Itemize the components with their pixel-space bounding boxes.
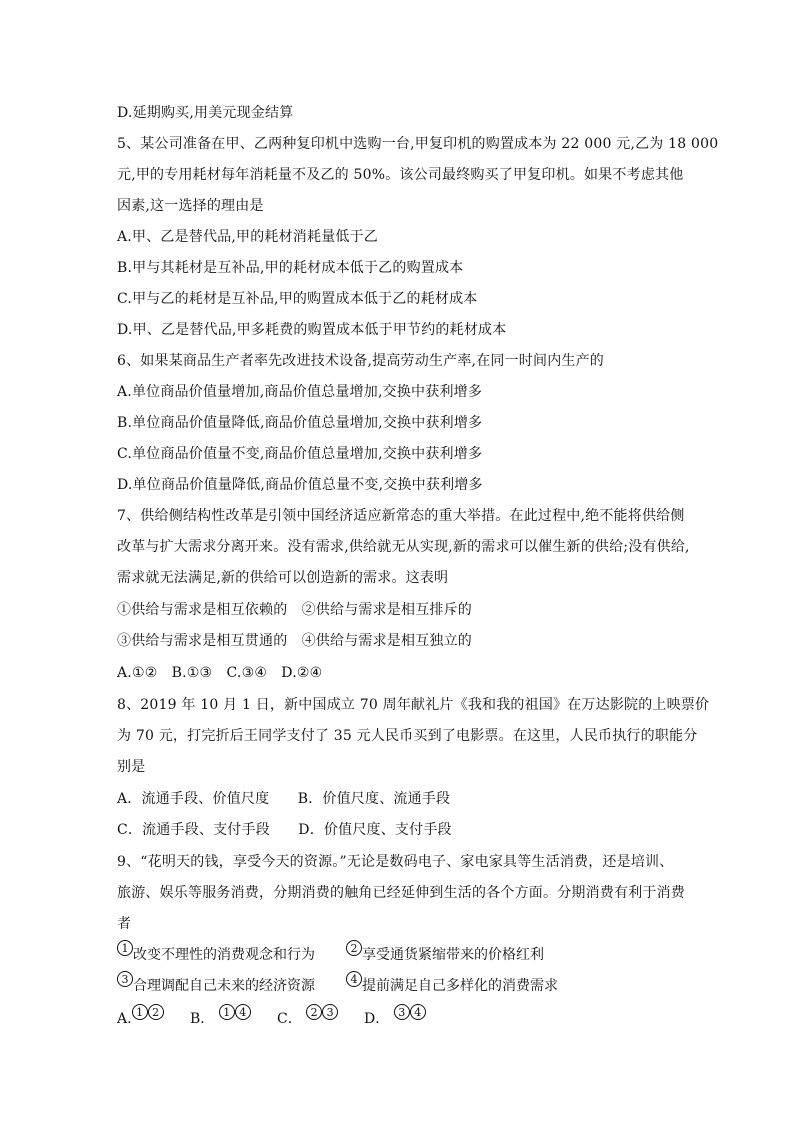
text-line: 旅游、娱乐等服务消费，分期消费的触角已经延伸到生活的各个方面。分期消费有利于消费 [117, 885, 685, 901]
q9-item-1 [117, 942, 315, 964]
circled-number: 2 [306, 1004, 322, 1020]
answer-letter: B． [190, 1011, 215, 1027]
q9-item-3 [117, 973, 315, 995]
text-line: A．流通手段、价值尺度 B．价值尺度、流通手段 [117, 791, 451, 807]
q9-answer-a [117, 1006, 164, 1028]
q9-item-4 [346, 973, 558, 995]
q9-item-text: 享受通货紧缩带来的价格红利 [362, 947, 544, 963]
q9-answer-c [277, 1006, 338, 1028]
text-line: 为 70 元，打完折后王同学支付了 35 元人民币买到了电影票。在这里，人民币执行的职能分 [117, 728, 698, 744]
text-line: 别是 [117, 759, 146, 775]
text-line: 7、供给侧结构性改革是引领中国经济适应新常态的重大举措。在此过程中,绝不能将供给侧 [117, 508, 685, 524]
text-line: ①供给与需求是相互依赖的 ②供给与需求是相互排斥的 [117, 602, 472, 618]
text-line: 需求就无法满足,新的供给可以创造新的需求。这表明 [117, 570, 449, 586]
circled-number: 3 [394, 1004, 410, 1020]
q9-answer-b [190, 1006, 251, 1028]
text-line: A.①② B.①③ C.③④ D.②④ [117, 665, 323, 681]
text-line: D.甲、乙是替代品,甲多耗费的购置成本低于甲节约的耗材成本 [117, 322, 507, 338]
text-line: A.单位商品价值量增加,商品价值总量增加,交换中获利增多 [117, 384, 483, 400]
text-line: D.延期购买,用美元现金结算 [117, 105, 294, 121]
text-line: 8、2019 年 10 月 1 日，新中国成立 70 周年献礼片《我和我的祖国》在万达影院的上映票价 [117, 697, 710, 713]
text-line: 改革与扩大需求分离开来。没有需求,供给就无从实现,新的需求可以催生新的供给;没有供给, [117, 539, 690, 555]
text-line: 因素,这一选择的理由是 [117, 198, 264, 214]
circled-number: 4 [346, 971, 362, 987]
q9-item-2 [346, 942, 544, 964]
answer-letter: A. [117, 1011, 132, 1027]
text-line: C.甲与乙的耗材是互补品,甲的购置成本低于乙的耗材成本 [117, 291, 478, 307]
q9-item-text: 提前满足自己多样化的消费需求 [362, 978, 558, 994]
text-line: C．流通手段、支付手段 D．价值尺度、支付手段 [117, 822, 452, 838]
text-line: ③供给与需求是相互贯通的 ④供给与需求是相互独立的 [117, 633, 472, 649]
text-line: B.单位商品价值量降低,商品价值总量增加,交换中获利增多 [117, 415, 483, 431]
text-line: 9、“花明天的钱，享受今天的资源。”无论是数码电子、家电家具等生活消费，还是培训、 [117, 854, 674, 870]
answer-letter: C． [277, 1011, 302, 1027]
circled-number: 2 [346, 940, 362, 956]
text-line: 元,甲的专用耗材每年消耗量不及乙的 50%。该公司最终购买了甲复印机。如果不考虑其他 [117, 167, 684, 183]
circled-number: 3 [322, 1004, 338, 1020]
circled-number: 2 [148, 1004, 164, 1020]
text-line: 5、某公司准备在甲、乙两种复印机中选购一台,甲复印机的购置成本为 22 000 元,乙为 18 000 [117, 136, 719, 152]
q9-item-text: 合理调配自己未来的经济资源 [133, 978, 315, 994]
text-line: 者 [117, 916, 132, 932]
circled-number: 4 [235, 1004, 251, 1020]
text-line: C.单位商品价值量不变,商品价值总量增加,交换中获利增多 [117, 446, 483, 462]
answer-letter: D． [364, 1011, 390, 1027]
text-line: A.甲、乙是替代品,甲的耗材消耗量低于乙 [117, 229, 379, 245]
circled-number: 1 [117, 940, 133, 956]
circled-number: 1 [132, 1004, 148, 1020]
q9-item-text: 改变不理性的消费观念和行为 [133, 947, 315, 963]
text-line: B.甲与其耗材是互补品,甲的耗材成本低于乙的购置成本 [117, 260, 464, 276]
circled-number: 3 [117, 971, 133, 987]
text-line: 6、如果某商品生产者率先改进技术设备,提高劳动生产率,在同一时间内生产的 [117, 353, 605, 369]
q9-answer-d [364, 1006, 426, 1028]
text-line: D.单位商品价值量降低,商品价值总量不变,交换中获利增多 [117, 477, 483, 493]
circled-number: 4 [410, 1004, 426, 1020]
circled-number: 1 [219, 1004, 235, 1020]
